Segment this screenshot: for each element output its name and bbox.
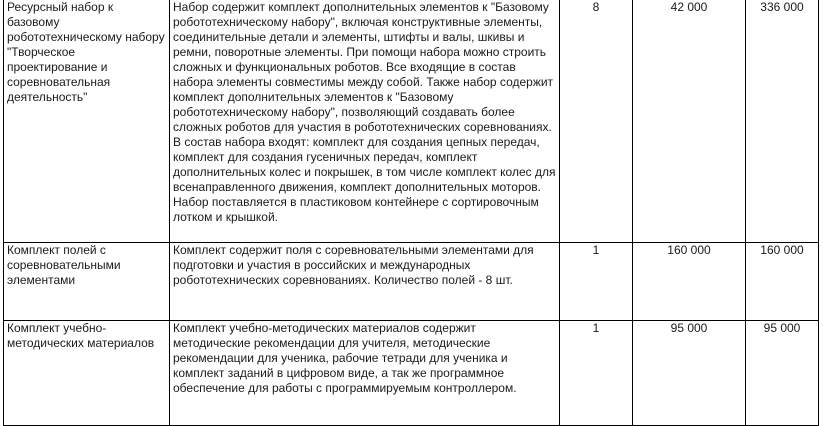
item-description-cell: Комплект содержит поля с соревновательными элементами для подготовки и участия в российских и международных робототехнических соревнованиях. Количество полей - 8 шт. (170, 243, 560, 321)
item-name-cell: Ресурсный набор к базовому робототехническому набору "Творческое проектирование и соревновательная деятельность" (4, 0, 170, 243)
item-total-cell: 336 000 (746, 0, 819, 243)
table-row (4, 0, 819, 243)
item-price-cell: 42 000 (633, 0, 746, 243)
item-price-cell: 160 000 (633, 243, 746, 321)
equipment-table (3, 0, 819, 426)
table-row (4, 321, 819, 426)
item-total-cell: 160 000 (746, 243, 819, 321)
item-quantity-cell: 1 (560, 321, 633, 426)
item-total-cell: 95 000 (746, 321, 819, 426)
item-price-cell: 95 000 (633, 321, 746, 426)
item-quantity-cell: 1 (560, 243, 633, 321)
item-description-cell: Комплект учебно-методических материалов содержит методические рекомендации для учителя, методические рекомендации для ученика, рабочие тетради для ученика и комплект заданий в цифровом виде, а так же программное обеспечение для работы с программируемым контроллером. (170, 321, 560, 426)
item-quantity-cell: 8 (560, 0, 633, 243)
item-name-cell: Комплект полей с соревновательными элементами (4, 243, 170, 321)
item-description-cell: Набор содержит комплект дополнительных элементов к "Базовому робототехническому набору", включая конструктивные элементы, соединительные детали и элементы, штифты и валы, шкивы и ремни, поворотные элементы. При помощи набора можно строить сложных и функциональных роботов. Все входящие в состав набора элементы совместимы между собой. Также набор содержит комплект дополнительных элементов к "Базовому робототехническому набору", позволяющий создавать более сложных роботов для участия в робототехнических соревнованиях. В состав набора входят: комплект для создания цепных передач, комплект для создания гусеничных передач, комплект дополнительных колес и покрышек, в том числе комплект колес для всенаправленного движения, комплект дополнительных моторов. Набор поставляется в пластиковом контейнере с сортировочным лотком и крышкой. (170, 0, 560, 243)
item-name-cell: Комплект учебно-методических материалов (4, 321, 170, 426)
table-row (4, 243, 819, 321)
